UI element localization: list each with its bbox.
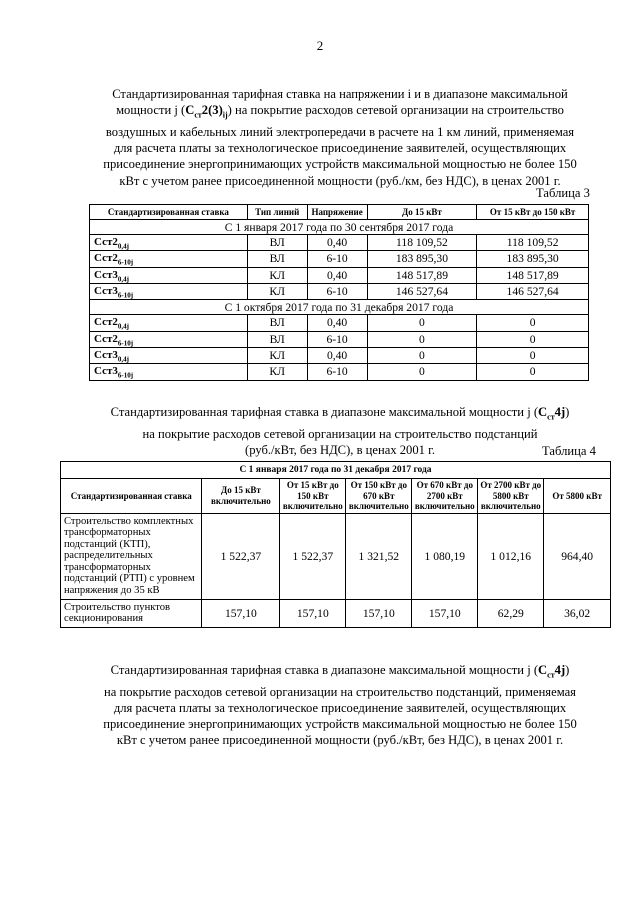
table3-header: От 15 кВт до 150 кВт [477, 205, 589, 220]
table4-header: До 15 кВт включительно [202, 479, 280, 514]
table-row: $Сст2_{6-10j}$ ВЛ 6-10 0 0 [90, 331, 589, 347]
para1-line6: кВт с учетом ранее присоединенной мощности (руб./км, без НДС), в ценах 2001 г. [119, 173, 561, 188]
table4-header: Стандартизированная ставка [61, 479, 202, 514]
table3-label: Таблица 3 [536, 186, 590, 200]
table3-header: До 15 кВт [367, 205, 477, 220]
para3-line1: Стандартизированная тарифная ставка в диапазоне максимальной мощности j $(С_{ст}4j)$ [110, 663, 570, 680]
para2-line1: Стандартизированная тарифная ставка в диапазоне максимальной мощности j $(С_{ст}4j)$ [110, 405, 570, 422]
paragraph-table4-title [80, 404, 600, 458]
table4-header: От 150 кВт до 670 кВт включительно [346, 479, 412, 514]
para3-line2: на покрытие расходов сетевой организации на строительство подстанций, применяемая [104, 684, 576, 699]
para1-line2: мощности j $(С_{ст}2(3)_{ij})$ на покрытие расходов сетевой организации на строительство [116, 103, 564, 120]
table4-label: Таблица 4 [542, 444, 596, 458]
row-name: Строительство пунктов секционирования [61, 599, 202, 627]
table4-header: От 5800 кВт [544, 479, 611, 514]
table-row: $Сст3_{0,4j}$ КЛ 0,40 0 0 [90, 347, 589, 363]
para1-line4: для расчета платы за технологическое присоединение заявителей, осуществляющих [113, 141, 567, 156]
para3-line5: кВт с учетом ранее присоединенной мощности (руб./кВт, без НДС), в ценах 2001 г. [116, 733, 564, 748]
table4-header: От 2700 кВт до 5800 кВт включительно [478, 479, 544, 514]
para3-line3: для расчета платы за технологическое присоединение заявителей, осуществляющих [113, 700, 567, 715]
table3-header: Напряжение [307, 205, 367, 220]
table4-header-row [61, 479, 611, 514]
para2-line3: (руб./кВт, без НДС), в ценах 2001 г. [245, 442, 435, 457]
table-row: $Сст3_{6-10j}$ КЛ 6-10 146 527,64 146 527,64 [90, 283, 589, 299]
table3-header: Тип линий [247, 205, 307, 220]
para3-line4: присоединение энергопринимающих устройств максимальной мощностью не более 150 [103, 717, 577, 732]
table3-header-row [90, 205, 589, 220]
table4-header: От 15 кВт до 150 кВт включительно [280, 479, 346, 514]
para2-line2: на покрытие расходов сетевой организации на строительство подстанций [142, 426, 538, 441]
para1-line5: присоединение энергопринимающих устройств максимальной мощностью не более 150 [103, 157, 577, 172]
para1-line3: воздушных и кабельных линий электропередачи в расчете на 1 км линий, применяемая [105, 124, 575, 139]
paragraph-final [80, 662, 600, 749]
table-row: $Сст2_{0,4j}$ ВЛ 0,40 0 0 [90, 315, 589, 331]
table4-period: С 1 января 2017 года по 31 декабря 2017 года [61, 462, 611, 479]
row-name: Строительство комплектных трансформаторных подстанций (КТП), распределительных трансформаторных подстанций (РТП) с уровнем напряжения до 35 кВ [61, 513, 202, 599]
table-row: Строительство пунктов секционирования 157,10 157,10 157,10 157,10 62,29 36,02 [61, 599, 611, 627]
table4-header: От 670 кВт до 2700 кВт включительно [412, 479, 478, 514]
table-row: $Сст2_{0,4j}$ ВЛ 0,40 118 109,52 118 109,52 [90, 235, 589, 251]
para1-line1: Стандартизированная тарифная ставка на напряжении i и в диапазоне максимальной [112, 87, 568, 101]
table-row: $Сст3_{0,4j}$ КЛ 0,40 148 517,89 148 517,89 [90, 267, 589, 283]
table3-section-2: С 1 октября 2017 года по 31 декабря 2017 года [90, 300, 589, 315]
table-row: $Сст2_{6-10j}$ ВЛ 6-10 183 895,30 183 895,30 [90, 251, 589, 267]
table-row: Строительство комплектных трансформаторных подстанций (КТП), распределительных трансформаторных подстанций (РТП) с уровнем напряжения до 35 кВ 1 522,37 1 522,37 1 321,52 1 080,19 1 012,16 964,40 [61, 513, 611, 599]
table3 [89, 204, 589, 381]
table3-header: Стандартизированная ставка [90, 205, 248, 220]
table3-section-1: С 1 января 2017 года по 30 сентября 2017 года [90, 220, 589, 235]
paragraph-table3-title [80, 86, 600, 189]
table4 [60, 461, 611, 628]
table-row: $Сст3_{6-10j}$ КЛ 6-10 0 0 [90, 364, 589, 380]
page-number: 2 [316, 38, 324, 53]
